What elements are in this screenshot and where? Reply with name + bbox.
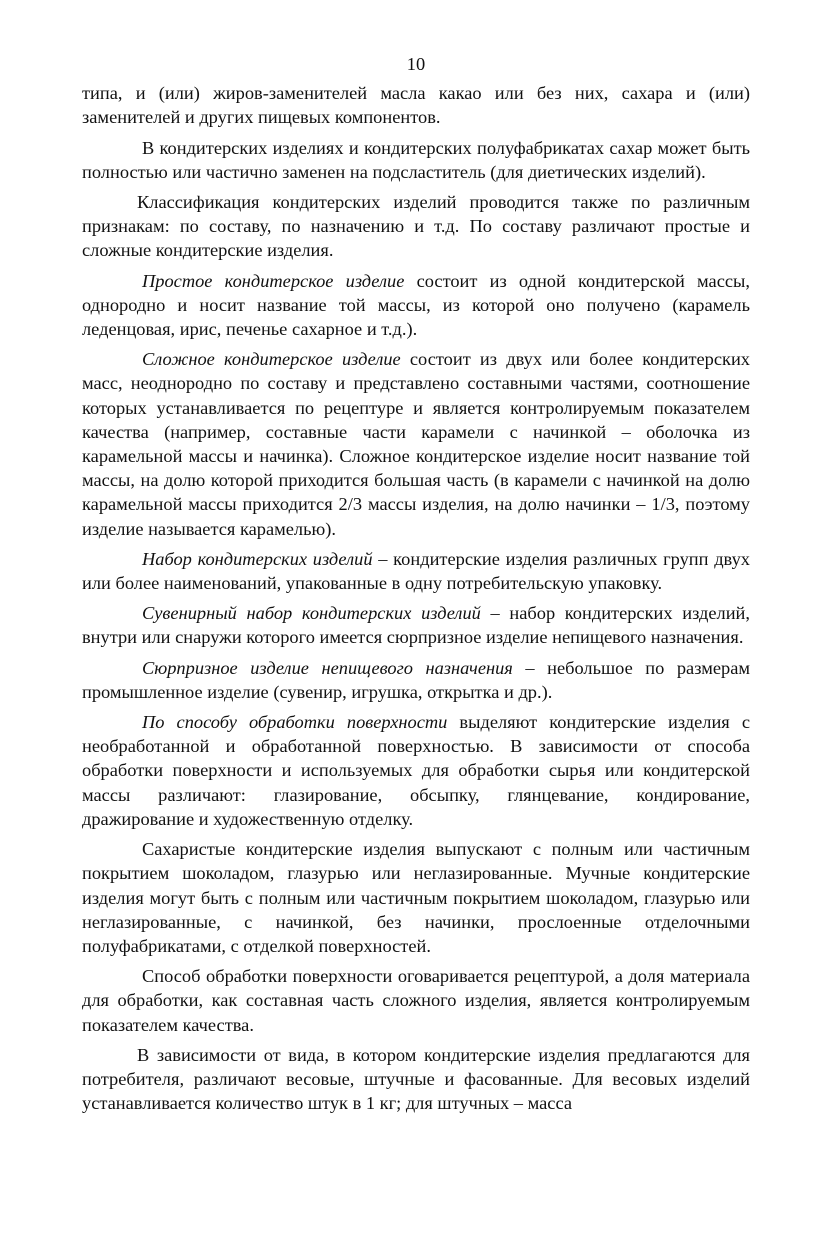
paragraph-confectionery-set — [82, 547, 750, 595]
paragraph-coating — [82, 837, 750, 958]
paragraph-text: – небольшое по размерам промышленное изделие (сувенир, игрушка, открытка и др.). — [82, 657, 750, 702]
document-page — [82, 52, 750, 1121]
paragraph-text: – кондитерские изделия различных групп двух или более наименований, упакованные в одну потребительскую упаковку. — [82, 548, 751, 594]
paragraph-text: В зависимости от вида, в котором кондитерские изделия предлагаются для потребителя, различают весовые, штучные и фасованные. Для весовых изделий устанавливается количество штук в 1 кг; для штучных – масса — [82, 1044, 750, 1114]
paragraph-souvenir-set — [82, 601, 750, 649]
paragraph-text: – набор кондитерских изделий, внутри или снаружи которого имеется сюрпризное изделие непищевого назначения. — [82, 603, 750, 648]
paragraph-classification — [82, 190, 750, 263]
term-italic: По способу обработки поверхности — [142, 712, 448, 733]
term-italic: Сложное кондитерское изделие — [142, 349, 401, 370]
paragraph-complex-product — [82, 347, 750, 541]
term-italic: Сюрпризное изделие непищевого назначения — [142, 657, 513, 678]
paragraph-surprise-item — [82, 656, 750, 704]
paragraph-text: В кондитерских изделиях и кондитерских полуфабрикатах сахар может быть полностью или частично заменен на подсластитель (для диетических изделий). — [82, 137, 750, 182]
paragraph-text: типа, и (или) жиров-заменителей масла какао или без них, сахара и (или) заменителей и других пищевых компонентов. — [82, 83, 750, 128]
paragraph-continuation — [82, 81, 750, 129]
paragraph-text: Сахаристые кондитерские изделия выпускают с полным или частичным покрытием шоколадом, глазурью или неглазированные. Мучные кондитерские изделия могут быть с полным или частичным покрытием шоколадом, глазурью или неглазированные, с начинкой, без начинки, прослоенные отделочными полуфабрикатами, с отделкой поверхностей. — [82, 839, 750, 956]
paragraph-recipe — [82, 964, 750, 1037]
page-number: 10 — [406, 54, 426, 74]
term-italic: Простое кондитерское изделие — [142, 270, 405, 291]
paragraph-text: состоит из двух или более кондитерских масс, неоднородно по составу и представлено составными частями, соотношение которых устанавливается по рецептуре и является контролируемым показателем качества (например, составные части карамели с начинкой – оболочка из карамельной массы и начинка). Сложное кондитерское изделие носит название той массы, на долю которой приходится большая часть (в карамели с начинкой на долю карамельной массы приходится 2/3 массы изделия, на долю начинки – 1/3, поэтому изделие называется карамелью). — [82, 349, 750, 539]
term-italic: Набор кондитерских изделий — [142, 548, 373, 569]
paragraph-text: выделяют кондитерские изделия с необработанной и обработанной поверхностью. В зависимости от способа обработки поверхности и используемых для обработки сырья или кондитерской массы различают: глазирование, обсыпку, глянцевание, кондирование, дражирование и художественную отделку. — [82, 712, 750, 829]
paragraph-text: состоит из одной кондитерской массы, однородно и носит название той массы, из которой оно получено (карамель леденцовая, ирис, печенье сахарное и т.д.). — [82, 270, 750, 340]
paragraph-text: Классификация кондитерских изделий проводится также по различным признакам: по составу, по назначению и т.д. По составу различают простые и сложные кондитерские изделия. — [82, 192, 750, 261]
paragraph-packaging-types — [82, 1043, 750, 1116]
paragraph-surface-treatment — [82, 710, 750, 831]
paragraph-sugar-substitute — [82, 136, 750, 184]
paragraph-text: Способ обработки поверхности оговаривается рецептурой, а доля материала для обработки, как составная часть сложного изделия, является контролируемым показателем качества. — [82, 966, 750, 1035]
term-italic: Сувенирный набор кондитерских изделий — [142, 603, 481, 624]
paragraph-simple-product — [82, 269, 750, 342]
